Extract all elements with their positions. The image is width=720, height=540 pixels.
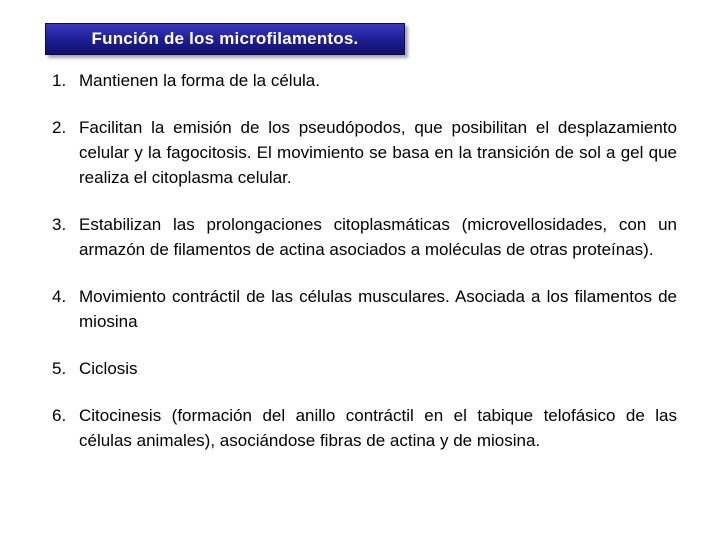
list-item-number: 5. [52,359,67,378]
function-list [52,68,677,453]
slide-title-bar [45,23,405,55]
list-item-text: Citocinesis (formación del anillo contráctil en el tabique telofásico de las células animales), asociándose fibras de actina y de miosina. [79,406,677,450]
list-item-text: Ciclosis [79,359,138,378]
list-item [52,403,677,453]
list-item-text: Mantienen la forma de la célula. [79,71,320,90]
list-item-number: 3. [52,215,67,234]
list-item [52,284,677,334]
list-item [52,356,677,381]
list-item [52,212,677,262]
list-item [52,115,677,190]
list-item-number: 2. [52,118,67,137]
list-item-text: Movimiento contráctil de las células musculares. Asociada a los filamentos de miosina [79,287,677,331]
list-item-number: 6. [52,406,67,425]
list-item-text: Facilitan la emisión de los pseudópodos, que posibilitan el desplazamiento celular y la fagocitosis. El movimiento se basa en la transición de sol a gel que realiza el citoplasma celular. [79,118,677,187]
list-item-text: Estabilizan las prolongaciones citoplasmáticas (microvellosidades, con un armazón de filamentos de actina asociados a moléculas de otras proteínas). [79,215,677,259]
list-item [52,68,677,93]
list-item-number: 1. [52,71,67,90]
slide-title: Función de los microfilamentos. [91,29,359,48]
list-item-number: 4. [52,287,67,306]
